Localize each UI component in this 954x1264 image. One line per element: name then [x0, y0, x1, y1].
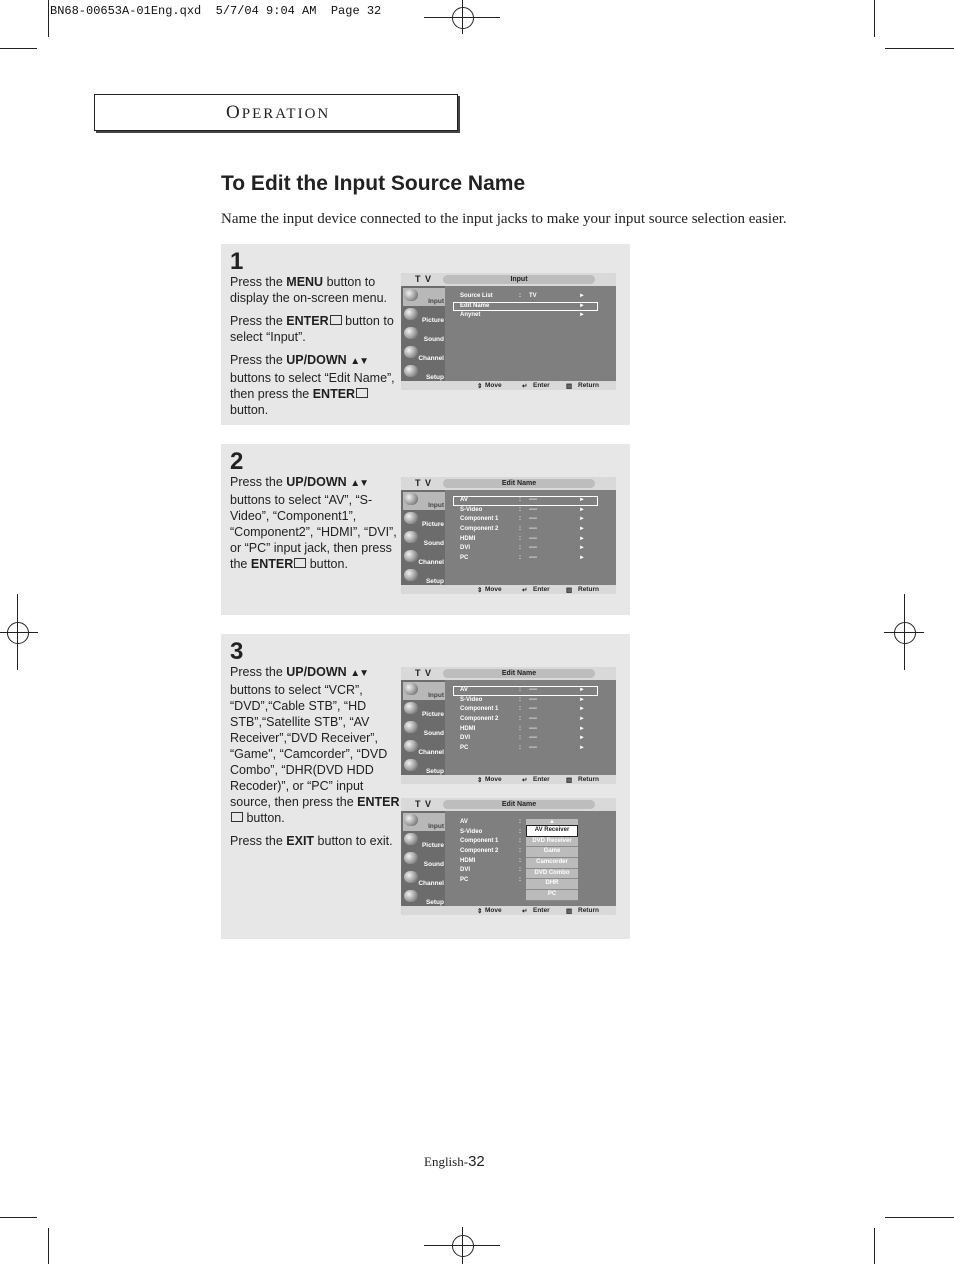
row-key: S-Video — [460, 696, 483, 703]
input-icon — [404, 289, 418, 301]
page-title: To Edit the Input Source Name — [221, 172, 526, 195]
row-colon: : — [519, 867, 521, 874]
row-key: DVI — [460, 867, 471, 874]
return-icon: ▥ — [566, 587, 573, 594]
osd-menu-row — [453, 734, 598, 744]
osd-menu-row — [453, 554, 598, 564]
osd-sidebar-item-channel — [403, 870, 445, 888]
input-icon — [404, 814, 418, 826]
text: Press the — [230, 275, 287, 289]
row-value: ---- — [529, 725, 537, 732]
return-icon: ▥ — [566, 777, 573, 784]
osd-sidebar — [401, 490, 445, 585]
osd-sidebar-item-input — [403, 813, 445, 831]
sidebar-label: Input — [428, 298, 444, 305]
arrow-right-icon: ► — [579, 687, 585, 693]
row-key: S-Video — [460, 828, 483, 835]
osd-title-bar — [401, 798, 616, 811]
crop-mark — [885, 1217, 954, 1218]
enter-icon: ↵ — [522, 777, 528, 784]
arrow-right-icon: ► — [579, 735, 585, 742]
osd-sidebar-item-setup — [403, 889, 445, 907]
enter-icon: ↵ — [522, 587, 528, 594]
sidebar-label: Picture — [421, 711, 444, 718]
osd-menu-row — [453, 725, 598, 735]
osd-sidebar-item-input — [403, 492, 445, 510]
text: Press the — [230, 475, 287, 489]
osd-title-bar — [401, 273, 616, 286]
text: buttons to select “VCR”, “DVD”,“Cable STB”, “HD STB”,“Satellite STB”, “AV Receiver”,“DVD Receiver”, “Game", “Camcorder”, “DVD Combo”, “DHR(DVD HDD Recoder)”, or “PC” input source, then press the — [230, 683, 388, 809]
row-key: PC — [460, 745, 469, 752]
arrow-right-icon: ► — [579, 696, 585, 703]
crop-mark — [874, 0, 875, 37]
row-key: HDMI — [460, 535, 476, 542]
osd-menu-list — [453, 496, 598, 564]
step-paragraph — [230, 664, 400, 826]
help-return: Return — [578, 586, 599, 593]
row-key: Component 1 — [460, 706, 499, 713]
osd-menu-row — [453, 506, 598, 516]
osd-menu-header: Input — [443, 275, 595, 284]
osd-menu-list — [453, 292, 598, 321]
osd-help-bar — [401, 906, 616, 915]
row-colon: : — [519, 535, 521, 542]
page-footer — [424, 1153, 485, 1170]
osd-screen-input — [401, 273, 616, 390]
row-value: ---- — [529, 526, 537, 533]
row-colon: : — [519, 545, 521, 552]
osd-menu-list — [453, 686, 598, 754]
section-label — [226, 102, 330, 124]
row-colon: : — [519, 526, 521, 533]
picture-icon — [404, 308, 418, 320]
sidebar-label: Input — [428, 823, 444, 830]
sidebar-label: Channel — [418, 559, 444, 566]
row-key: Component 2 — [460, 526, 499, 533]
osd-menu-row-selected — [453, 496, 598, 506]
osd-menu-row — [453, 292, 598, 302]
row-colon: : — [519, 877, 521, 884]
osd-sidebar-item-sound — [403, 720, 445, 738]
move-icon: ⇕ — [477, 777, 483, 784]
osd-help-bar — [401, 381, 616, 390]
dropdown-option: Camcorder — [526, 858, 578, 869]
osd-menu-row — [453, 525, 598, 535]
up-down-arrow-icon: ▲▼ — [350, 478, 368, 489]
row-colon: : — [519, 735, 521, 742]
sidebar-label: Sound — [423, 336, 444, 343]
text: button to select “Input”. — [230, 314, 394, 344]
help-enter: Enter — [533, 907, 550, 914]
return-icon: ▥ — [566, 383, 573, 390]
osd-sidebar — [401, 286, 445, 381]
row-value: ---- — [529, 716, 537, 723]
enter-icon: ↵ — [522, 383, 528, 390]
sidebar-label: Picture — [421, 317, 444, 324]
crop-mark — [48, 0, 49, 37]
row-key: AV — [460, 819, 468, 825]
row-colon: : — [519, 819, 521, 825]
text: Press the — [230, 834, 287, 848]
setup-icon — [404, 365, 418, 377]
channel-icon — [404, 740, 418, 752]
osd-menu-row-selected — [453, 686, 598, 696]
setup-icon — [404, 569, 418, 581]
osd-screen-edit-name — [401, 667, 616, 784]
help-enter: Enter — [533, 382, 550, 389]
row-colon: : — [519, 696, 521, 703]
osd-title-bar — [401, 667, 616, 680]
row-colon: : — [519, 555, 521, 562]
intro-text: Name the input device connected to the input jacks to make your input source selection easier. — [221, 211, 787, 227]
row-key: Source List — [460, 293, 493, 299]
enter-icon — [356, 388, 368, 398]
row-key: PC — [460, 877, 469, 884]
step-paragraph — [230, 313, 400, 345]
osd-sidebar-item-setup — [403, 758, 445, 776]
crop-mark — [0, 48, 37, 49]
sidebar-label: Sound — [423, 730, 444, 737]
text: buttons to select “AV”, “S-Video”, “Component1”, “Component2”, “HDMI”, “DVI”, or “PC” input jack, then press the — [230, 493, 397, 571]
osd-sidebar-item-setup — [403, 568, 445, 586]
row-key: Edit Name — [460, 302, 490, 309]
move-icon: ⇕ — [477, 908, 483, 915]
row-key: Component 2 — [460, 716, 499, 723]
row-colon: : — [519, 706, 521, 713]
row-value: ---- — [529, 706, 537, 713]
row-key: HDMI — [460, 857, 476, 864]
button-name: UP/DOWN — [286, 353, 347, 367]
row-colon: : — [519, 848, 521, 855]
dropdown-option: DVD Combo — [526, 869, 578, 880]
sidebar-label: Sound — [423, 861, 444, 868]
dropdown-option: DHR — [526, 879, 578, 890]
sidebar-label: Setup — [425, 768, 444, 775]
registration-mark-left — [0, 594, 40, 670]
osd-sidebar-item-input — [403, 682, 445, 700]
osd-sidebar — [401, 811, 445, 906]
step-paragraph — [230, 352, 400, 418]
row-key: Component 1 — [460, 838, 499, 845]
enter-icon: ↵ — [522, 908, 528, 915]
button-name: ENTER — [312, 387, 356, 401]
osd-sidebar-item-input — [403, 288, 445, 306]
text: Press the — [230, 665, 287, 679]
step-paragraph — [230, 274, 400, 306]
osd-menu-row-selected — [453, 302, 598, 312]
osd-help-bar — [401, 585, 616, 594]
sidebar-label: Sound — [423, 540, 444, 547]
crop-mark — [48, 1228, 49, 1264]
registration-mark-right — [884, 594, 924, 670]
step-1-text — [230, 274, 400, 425]
picture-icon — [404, 702, 418, 714]
return-icon: ▥ — [566, 908, 573, 915]
row-key: Anynet — [460, 312, 481, 319]
sidebar-label: Channel — [418, 880, 444, 887]
arrow-right-icon: ► — [579, 516, 585, 523]
osd-sidebar-item-setup — [403, 364, 445, 382]
sidebar-label: Input — [428, 502, 444, 509]
button-name: UP/DOWN — [286, 665, 347, 679]
button-name: ENTER — [286, 314, 329, 328]
osd-screen-edit-name-dropdown — [401, 798, 616, 915]
osd-sidebar-item-channel — [403, 549, 445, 567]
channel-icon — [404, 346, 418, 358]
row-colon: : — [519, 497, 521, 503]
move-icon: ⇕ — [477, 383, 483, 390]
arrow-right-icon: ► — [579, 545, 585, 552]
arrow-right-icon: ► — [579, 302, 585, 309]
sound-icon — [404, 852, 418, 864]
osd-sidebar-item-sound — [403, 851, 445, 869]
row-key: PC — [460, 555, 469, 562]
arrow-right-icon: ► — [579, 293, 585, 299]
help-return: Return — [578, 907, 599, 914]
row-key: DVI — [460, 735, 471, 742]
help-enter: Enter — [533, 776, 550, 783]
channel-icon — [404, 550, 418, 562]
osd-sidebar — [401, 680, 445, 775]
osd-tv-label: T V — [415, 478, 433, 488]
row-key: Component 1 — [460, 516, 499, 523]
row-key: S-Video — [460, 506, 483, 513]
help-return: Return — [578, 382, 599, 389]
row-colon: : — [519, 293, 521, 299]
row-colon: : — [519, 716, 521, 723]
help-move: Move — [485, 776, 502, 783]
osd-menu-header: Edit Name — [443, 479, 595, 488]
osd-title-bar — [401, 477, 616, 490]
row-colon: : — [519, 725, 521, 732]
dropdown-option: DVD Receiver — [526, 837, 578, 848]
registration-mark-top — [424, 0, 500, 40]
step-3-text — [230, 664, 400, 856]
osd-sidebar-item-picture — [403, 511, 445, 529]
row-key: AV — [460, 687, 468, 693]
footer-label: English- — [424, 1154, 469, 1169]
osd-menu-row — [453, 696, 598, 706]
step-paragraph — [230, 833, 400, 849]
osd-tv-label: T V — [415, 668, 433, 678]
button-name: ENTER — [357, 795, 400, 809]
move-icon: ⇕ — [477, 587, 483, 594]
text: Press the — [230, 314, 287, 328]
osd-menu-row — [453, 515, 598, 525]
arrow-right-icon: ► — [579, 555, 585, 562]
osd-menu-row — [453, 705, 598, 715]
sidebar-label: Picture — [421, 521, 444, 528]
sidebar-label: Setup — [425, 374, 444, 381]
section-label-cap: O — [226, 102, 242, 123]
button-name: EXIT — [286, 834, 315, 848]
step-number: 2 — [230, 448, 244, 475]
setup-icon — [404, 890, 418, 902]
dropdown-option-selected: AV Receiver — [526, 825, 578, 837]
up-down-arrow-icon: ▲▼ — [350, 356, 368, 367]
row-value: TV — [529, 293, 537, 299]
text: button. — [306, 557, 348, 571]
text: buttons to select “Edit Name”, then press the — [230, 371, 395, 401]
osd-tv-label: T V — [415, 799, 433, 809]
arrow-right-icon: ► — [579, 725, 585, 732]
text: Press the — [230, 353, 287, 367]
sidebar-label: Input — [428, 692, 444, 699]
file-slug: BN68-00653A-01Eng.qxd 5/7/04 9:04 AM Page 32 — [50, 4, 382, 18]
text: button to exit. — [314, 834, 393, 848]
button-name: MENU — [286, 275, 324, 289]
row-colon: : — [519, 687, 521, 693]
arrow-right-icon: ► — [579, 716, 585, 723]
registration-mark-bottom — [424, 1227, 500, 1264]
page-number: 32 — [468, 1153, 485, 1170]
row-value: ---- — [529, 535, 537, 542]
row-value: ---- — [529, 545, 537, 552]
row-key: DVI — [460, 545, 471, 552]
row-colon: : — [519, 857, 521, 864]
row-value: ---- — [529, 516, 537, 523]
button-name: UP/DOWN — [286, 475, 347, 489]
row-colon: : — [519, 828, 521, 835]
osd-sidebar-item-picture — [403, 307, 445, 325]
row-key: Component 2 — [460, 848, 499, 855]
osd-sidebar-item-channel — [403, 739, 445, 757]
setup-icon — [404, 759, 418, 771]
row-value: ---- — [529, 696, 537, 703]
osd-menu-row — [453, 744, 598, 754]
osd-screen-edit-name — [401, 477, 616, 594]
osd-sidebar-item-picture — [403, 701, 445, 719]
step-paragraph — [230, 474, 400, 572]
row-key: HDMI — [460, 725, 476, 732]
osd-menu-row — [453, 715, 598, 725]
osd-sidebar-item-sound — [403, 530, 445, 548]
osd-sidebar-item-picture — [403, 832, 445, 850]
row-value: ---- — [529, 506, 537, 513]
osd-menu-header: Edit Name — [443, 800, 595, 809]
row-value: ---- — [529, 497, 537, 503]
osd-tv-label: T V — [415, 274, 433, 284]
row-value: ---- — [529, 735, 537, 742]
osd-help-bar — [401, 775, 616, 784]
enter-icon — [294, 558, 306, 568]
help-return: Return — [578, 776, 599, 783]
crop-mark — [885, 48, 954, 49]
picture-icon — [404, 512, 418, 524]
button-name: ENTER — [250, 557, 294, 571]
help-move: Move — [485, 382, 502, 389]
osd-sidebar-item-sound — [403, 326, 445, 344]
osd-menu-row — [453, 311, 598, 321]
enter-icon — [231, 812, 243, 822]
arrow-right-icon: ► — [579, 535, 585, 542]
arrow-up-icon: ▲ — [526, 819, 578, 825]
row-colon: : — [519, 745, 521, 752]
osd-name-dropdown — [526, 819, 578, 901]
text: button. — [243, 811, 285, 825]
arrow-right-icon: ► — [579, 497, 585, 503]
arrow-right-icon: ► — [579, 706, 585, 713]
input-icon — [404, 493, 418, 505]
sound-icon — [404, 327, 418, 339]
osd-menu-header: Edit Name — [443, 669, 595, 678]
sound-icon — [404, 721, 418, 733]
sidebar-label: Setup — [425, 578, 444, 585]
input-icon — [404, 683, 418, 695]
dropdown-option: Game — [526, 847, 578, 858]
help-move: Move — [485, 907, 502, 914]
row-value: ---- — [529, 745, 537, 752]
help-enter: Enter — [533, 586, 550, 593]
arrow-right-icon: ► — [579, 506, 585, 513]
picture-icon — [404, 833, 418, 845]
enter-icon — [330, 315, 342, 325]
osd-sidebar-item-channel — [403, 345, 445, 363]
row-value: ---- — [529, 555, 537, 562]
arrow-right-icon: ► — [579, 526, 585, 533]
crop-mark — [0, 1217, 37, 1218]
row-value: ---- — [529, 687, 537, 693]
crop-mark — [874, 1228, 875, 1264]
sidebar-label: Channel — [418, 355, 444, 362]
row-colon: : — [519, 516, 521, 523]
row-colon: : — [519, 838, 521, 845]
step-number: 3 — [230, 638, 244, 665]
step-2-text — [230, 474, 400, 579]
osd-menu-row — [453, 544, 598, 554]
sidebar-label: Picture — [421, 842, 444, 849]
channel-icon — [404, 871, 418, 883]
section-label-rest: PERATION — [241, 106, 331, 122]
sidebar-label: Setup — [425, 899, 444, 906]
osd-menu-row — [453, 535, 598, 545]
sound-icon — [404, 531, 418, 543]
help-move: Move — [485, 586, 502, 593]
arrow-right-icon: ► — [579, 312, 585, 319]
row-colon: : — [519, 506, 521, 513]
sidebar-label: Channel — [418, 749, 444, 756]
step-number: 1 — [230, 248, 244, 275]
dropdown-option: PC — [526, 890, 578, 901]
arrow-right-icon: ► — [579, 745, 585, 752]
text: button. — [230, 403, 269, 417]
up-down-arrow-icon: ▲▼ — [350, 668, 368, 679]
text: button to display the on-screen menu. — [230, 275, 388, 305]
row-key: AV — [460, 497, 468, 503]
